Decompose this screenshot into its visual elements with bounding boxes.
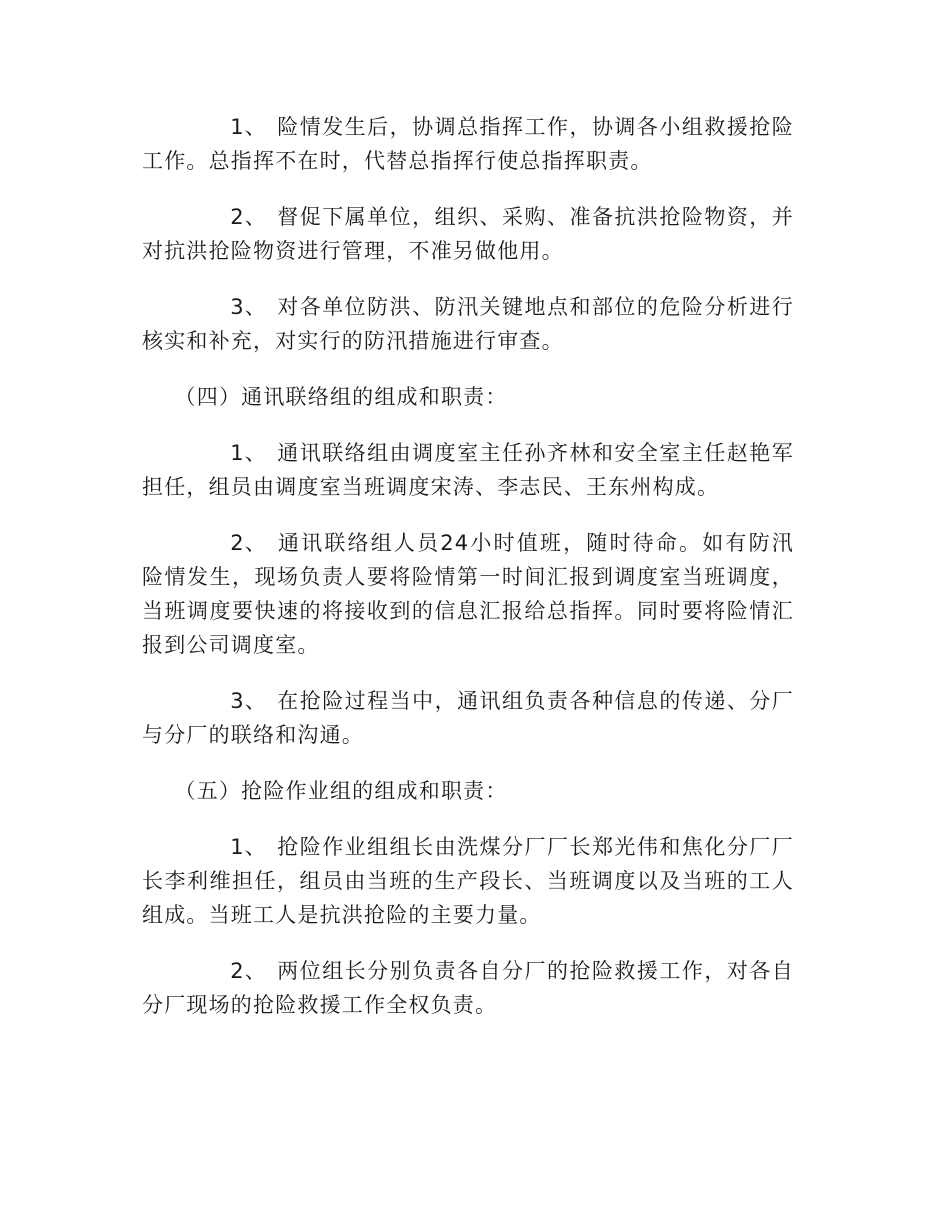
section-heading: （四）通讯联络组的组成和职责：: [174, 385, 508, 409]
list-item: [142, 830, 794, 932]
item-text: 险情发生后，协调总指挥工作，协调各小组救援抢险工作。总指挥不在时，代替总指挥行使总指挥职责。: [142, 115, 794, 173]
document-body: [142, 110, 794, 1044]
item-text: 两位组长分别负责各自分厂的抢险救援工作，对各自分厂现场的抢险救援工作全权负责。: [142, 959, 794, 1017]
item-number: 2、: [230, 959, 267, 983]
item-text: 对各单位防洪、防汛关键地点和部位的危险分析进行核实和补充，对实行的防汛措施进行审查。: [142, 295, 794, 353]
list-item: [142, 110, 794, 178]
item-text: 督促下属单位，组织、采购、准备抗洪抢险物资，并对抗洪抢险物资进行管理，不准另做他用。: [142, 205, 794, 263]
list-item: [142, 954, 794, 1022]
item-text: 通讯联络组由调度室主任孙齐林和安全室主任赵艳军担任，组员由调度室当班调度宋涛、李志民、王东州构成。: [142, 441, 794, 499]
list-item: [142, 526, 794, 662]
list-item: [142, 200, 794, 268]
item-text: 抢险作业组组长由洗煤分厂厂长郑光伟和焦化分厂厂长李利维担任，组员由当班的生产段长、当班调度以及当班的工人组成。当班工人是抗洪抢险的主要力量。: [142, 835, 794, 927]
list-item: [142, 290, 794, 358]
item-text: 通讯联络组人员24小时值班，随时待命。如有防汛险情发生，现场负责人要将险情第一时间汇报到调度室当班调度，当班调度要快速的将接收到的信息汇报给总指挥。同时要将险情汇报到公司调度室。: [142, 531, 794, 657]
item-number: 2、: [230, 205, 267, 229]
section-heading: （五）抢险作业组的组成和职责：: [174, 779, 508, 803]
item-number: 2、: [230, 531, 267, 555]
item-number: 1、: [230, 835, 267, 859]
item-text: 在抢险过程当中，通讯组负责各种信息的传递、分厂与分厂的联络和沟通。: [142, 689, 794, 747]
list-item: [142, 436, 794, 504]
item-number: 3、: [230, 689, 267, 713]
list-item: [142, 684, 794, 752]
item-number: 1、: [230, 441, 267, 465]
item-number: 3、: [230, 295, 267, 319]
item-number: 1、: [230, 115, 267, 139]
